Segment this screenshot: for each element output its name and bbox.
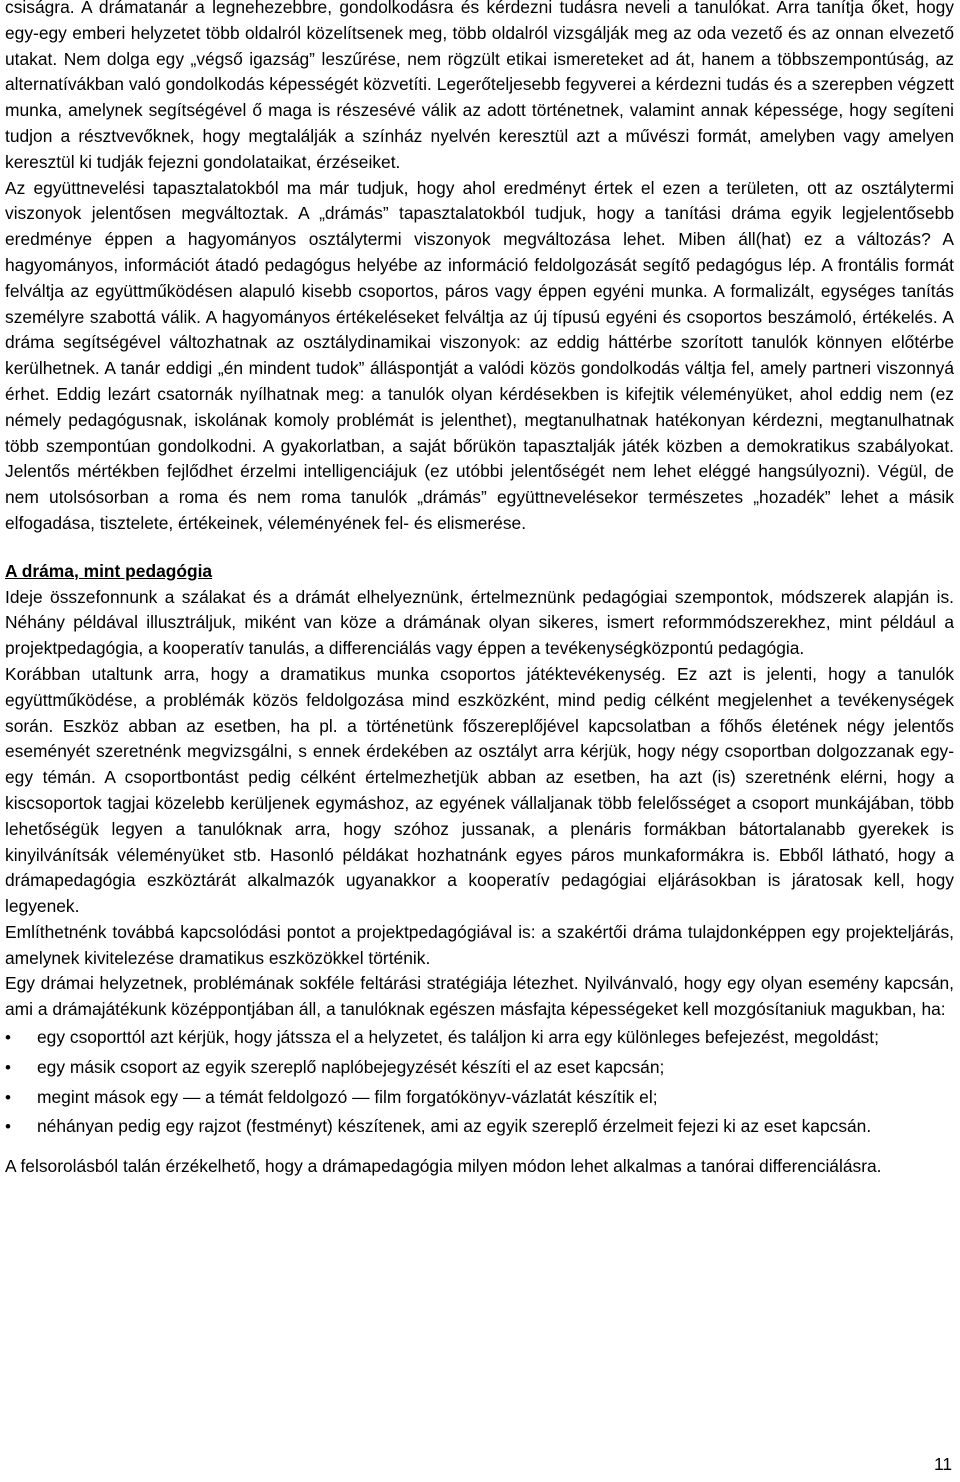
paragraph-project: Említhetnénk továbbá kapcsolódási pontot a projektpedagógiával is: a szakértői dráma tulajdonképpen egy projekteljárás, amelynek kivitelezése dramatikus eszközökkel történik. bbox=[5, 921, 954, 968]
paragraph-pedagogy: Ideje összefonnunk a szálakat és a drámát elhelyeznünk, értelmeznünk pedagógiai szempontok, módszerek alapján is. Néhány példával illusztráljuk, miként van köze a drámának olyan sikeres, ismert reformmódszerekhez, mint például a projektpedagógia, a kooperatív tanulás, a differenciálás vagy éppen a tevékenységközpontú pedagógia. bbox=[5, 586, 954, 659]
bullet-icon: • bbox=[5, 1028, 11, 1048]
list-item-text: néhányan pedig egy rajzot (festményt) készítenek, ami az egyik szereplő érzelmeit fejezi ki az eset kapcsán. bbox=[37, 1116, 872, 1137]
list-item bbox=[5, 1025, 954, 1051]
list-item bbox=[5, 1055, 954, 1081]
bullet-icon: • bbox=[5, 1087, 11, 1107]
list-item-text: megint mások egy — a témát feldolgozó — film forgatókönyv-vázlatát készítik el; bbox=[37, 1086, 658, 1107]
paragraph-intro: csiságra. A drámatanár a legnehezebbre, gondolkodásra és kérdezni tudásra neveli a tanulókat. Arra tanítja őket, hogy egy-egy emberi helyzetet több oldalról közelítsenek meg, több oldalról vizsgálják meg az oda vezető és az onnan elvezető utakat. Nem dolga egy „végső igazság” leszűrése, nem rögzült etikai ismereteket ad át, hanem a többszempontúság, az alternatívákban való gondolkodás képességét közvetíti. Legerőteljesebb fegyverei a kérdezni tudás és a szerepben végzett munka, amelynek segítségével ő maga is részesévé válik az adott történetnek, valamint annak képessége, hogy segíteni tudjon a résztvevőknek, hogy megtalálják a színház nyelvén keresztül azt a művészi formát, amelyben vagy amelyen keresztül ki tudják fejezni gondolataikat, érzéseiket. bbox=[5, 0, 954, 172]
list-item bbox=[5, 1085, 954, 1111]
document-page bbox=[5, 0, 954, 1180]
paragraph-conclusion: A felsorolásból talán érzékelhető, hogy a drámapedagógia milyen módon lehet alkalmas a tanórai differenciálásra. bbox=[5, 1156, 882, 1177]
list-item bbox=[5, 1114, 954, 1140]
paragraph-coeducation: Az együttnevelési tapasztalatokból ma már tudjuk, hogy ahol eredményt értek el ezen a területen, ott az osztálytermi viszonyok jelentősen megváltoztak. A „drámás” tapasztalatokból tudjuk, hogy a tanítási dráma egyik legjelentősebb eredménye éppen a hagyományos osztálytermi viszonyok megváltozása lehet. Miben áll(hat) ez a változás? A hagyományos, információt átadó pedagógus helyébe az információ feldolgozását segítő pedagógus lép. A frontális formát felváltja az együttműködésen alapuló kisebb csoportos, páros vagy éppen egyéni munka. A formalizált, egységes tanítás személyre szabottá válik. A hagyományos értékeléseket felváltja az új típusú egyéni és csoportos beszámoló, értékelés. A dráma segítségével változhatnak az osztálydinamikai viszonyok: az eddig háttérbe szorított tanulók könnyen előtérbe kerülhetnek. A tanár eddigi „én mindent tudok” álláspontját a valódi közös gondolkodás váltja fel, amely partneri viszonnyá érhet. Eddig lezárt csatornák nyílhatnak meg: a tanulók olyan kérdésekben is kifejtik véleményüket, ahol eddig nem (ez némely pedagógusnak, iskolának komoly problémát is jelenthet), megtanulhatnak hatékonyan kérdezni, megtanulhatnak több szempontúan gondolkodni. A gyakorlatban, a saját bőrükön tapasztalják játék közben a demokratikus szabályokat. Jelentős mértékben fejlődhet érzelmi intelligenciájuk (ez utóbbi jelentőségét nem lehet eléggé hangsúlyozni). Végül, de nem utolsósorban a roma és nem roma tanulók „drámás” együttnevelésekor természetes „hozadék” lehet a másik elfogadása, tisztelete, értékeinek, véleményének fel- és elismerése. bbox=[5, 177, 954, 533]
section-gap bbox=[5, 537, 954, 559]
page-number: 11 bbox=[933, 1454, 952, 1475]
list-item-text: egy másik csoport az egyik szereplő naplóbejegyzését készíti el az eset kapcsán; bbox=[37, 1056, 665, 1077]
paragraph-group-work: Korábban utaltunk arra, hogy a dramatikus munka csoportos játéktevékenység. Ez azt is jelenti, hogy a tanulók együttműködése, a problémák közös feldolgozása mind eszközként, mind pedig célként megjelenhet a tevékenységek során. Eszköz abban az esetben, ha pl. a történetünk főszereplőjével kapcsolatban a főhős életének négy jelentős eseményét szeretnénk megvizsgálni, s ennek érdekében az osztályt arra kérjük, hogy négy csoportban dolgozzanak egy-egy témán. A csoportbontást pedig célként értelmezhetjük abban az esetben, ha azt (is) szeretnénk elérni, hogy a kiscsoportok tagjai közelebb kerüljenek egymáshoz, az egyének vállaljanak több felelősséget a csoport munkájában, több lehetőségük legyen a tanulóknak arra, hogy szóhoz jussanak, a plenáris formákban bátortalanabb gyerekek is kinyilvánítsák véleményüket stb. Hasonló példákat hozhatnánk egyes páros munkaformákra is. Ebből látható, hogy a drámapedagógia eszköztárát alkalmazók ugyanakkor a kooperatív pedagógiai eljárásokban is járatosak kell, hogy legyenek. bbox=[5, 663, 954, 917]
strategy-list bbox=[5, 1025, 954, 1140]
list-item-text: egy csoporttól azt kérjük, hogy játssza el a helyzetet, és találjon ki arra egy különleges befejezést, megoldást; bbox=[37, 1027, 879, 1048]
paragraph-strategies: Egy drámai helyzetnek, problémának sokféle feltárási stratégiája létezhet. Nyilvánvaló, hogy egy olyan esemény kapcsán, ami a drámajátékunk középpontjában áll, a tanulóknak egészen másfajta képességeket kell mozgósítaniuk magukban, ha: bbox=[5, 973, 954, 1020]
section-title: A dráma, mint pedagógia bbox=[5, 560, 213, 581]
bullet-icon: • bbox=[5, 1057, 11, 1077]
bullet-icon: • bbox=[5, 1117, 11, 1137]
